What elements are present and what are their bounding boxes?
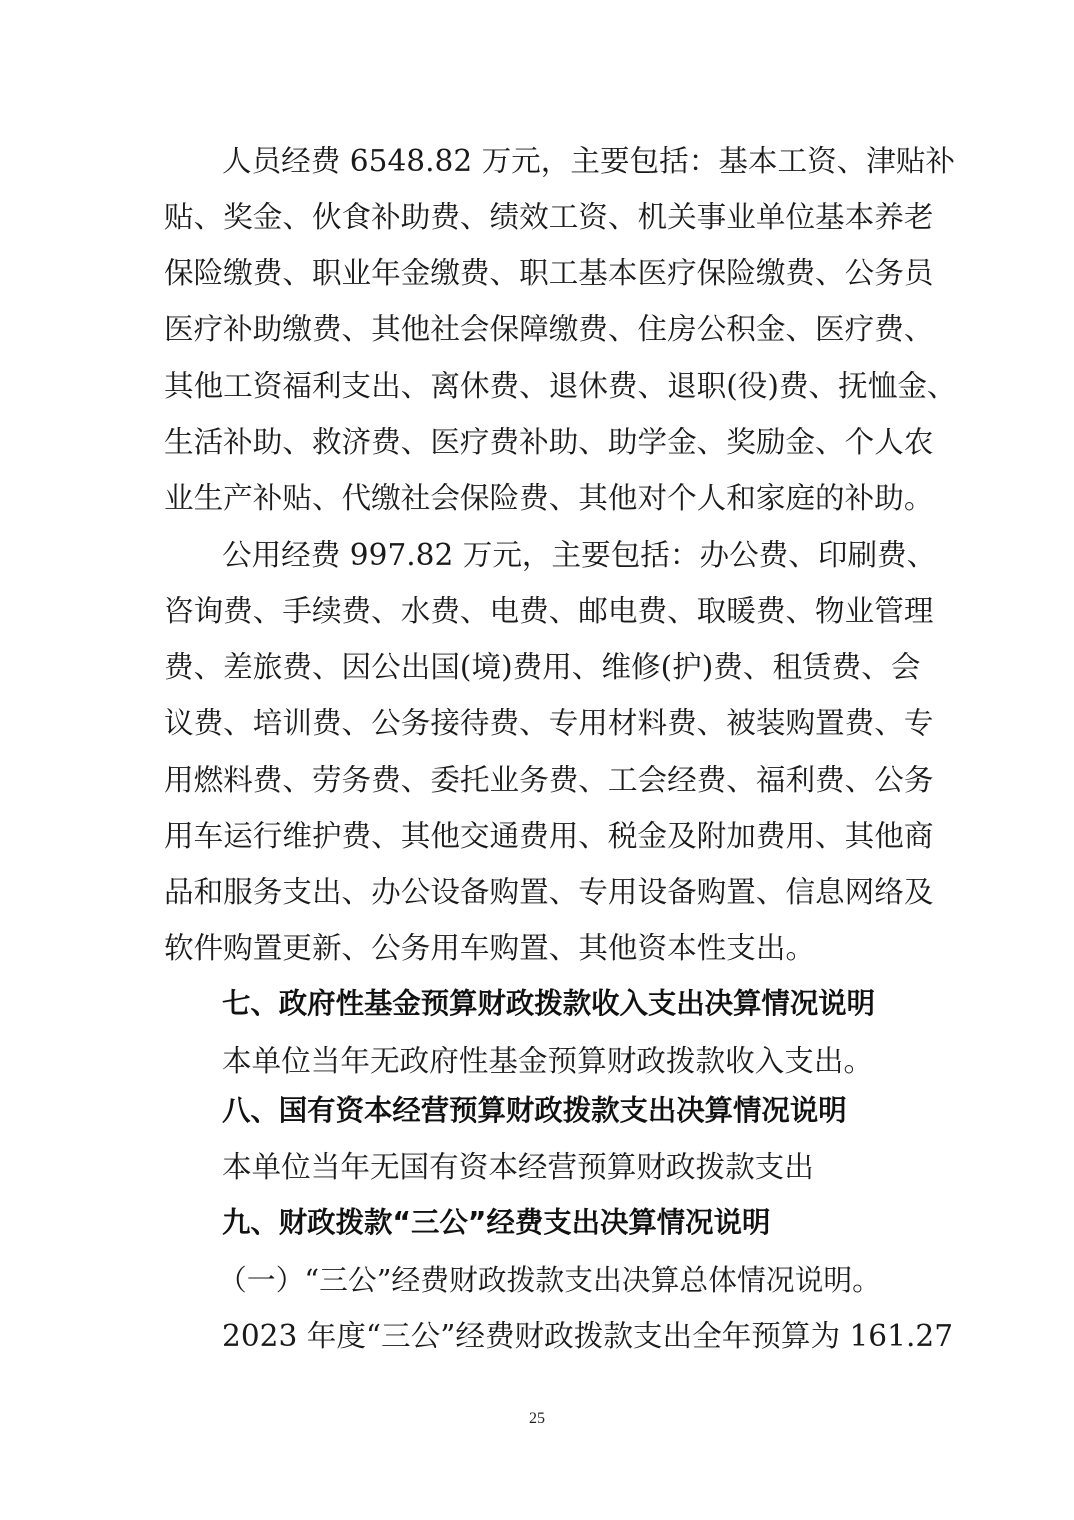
paragraph-line: 咨询费、手续费、水费、电费、邮电费、取暖费、物业管理 [164, 594, 934, 628]
paragraph-line: 公用经费 997.82 万元，主要包括：办公费、印刷费、 [222, 538, 937, 572]
paragraph-line: 用燃料费、劳务费、委托业务费、工会经费、福利费、公务 [164, 763, 934, 797]
section-heading: 九、财政拨款“三公”经费支出决算情况说明 [222, 1206, 771, 1239]
paragraph-line: 生活补助、救济费、医疗费补助、助学金、奖励金、个人农 [164, 425, 934, 459]
page-number: 25 [529, 1410, 545, 1427]
paragraph-line: 人员经费 6548.82 万元，主要包括：基本工资、津贴补 [222, 144, 956, 178]
section-heading: 七、政府性基金预算财政拨款收入支出决算情况说明 [222, 987, 875, 1020]
paragraph-line: 医疗补助缴费、其他社会保障缴费、住房公积金、医疗费、 [164, 312, 934, 346]
paragraph-line: 品和服务支出、办公设备购置、专用设备购置、信息网络及 [164, 875, 934, 909]
paragraph-line: 业生产补贴、代缴社会保险费、其他对个人和家庭的补助。 [164, 481, 934, 515]
paragraph-line: 议费、培训费、公务接待费、专用材料费、被装购置费、专 [164, 706, 934, 740]
section-subheading: （一）“三公”经费财政拨款支出决算总体情况说明。 [218, 1263, 881, 1297]
paragraph-line: 费、差旅费、因公出国(境)费用、维修(护)费、租赁费、会 [164, 650, 921, 684]
paragraph-line: 软件购置更新、公务用车购置、其他资本性支出。 [164, 931, 816, 965]
paragraph-line: 保险缴费、职业年金缴费、职工基本医疗保险缴费、公务员 [164, 256, 934, 290]
section-body: 本单位当年无政府性基金预算财政拨款收入支出。 [222, 1044, 874, 1078]
paragraph-line: 其他工资福利支出、离休费、退休费、退职(役)费、抚恤金、 [164, 369, 957, 403]
paragraph-line: 用车运行维护费、其他交通费用、税金及附加费用、其他商 [164, 819, 934, 853]
section-body: 2023 年度“三公”经费财政拨款支出全年预算为 161.27 [222, 1319, 954, 1353]
section-body: 本单位当年无国有资本经营预算财政拨款支出 [222, 1150, 814, 1184]
section-heading: 八、国有资本经营预算财政拨款支出决算情况说明 [222, 1094, 847, 1127]
paragraph-line: 贴、奖金、伙食补助费、绩效工资、机关事业单位基本养老 [164, 200, 934, 234]
